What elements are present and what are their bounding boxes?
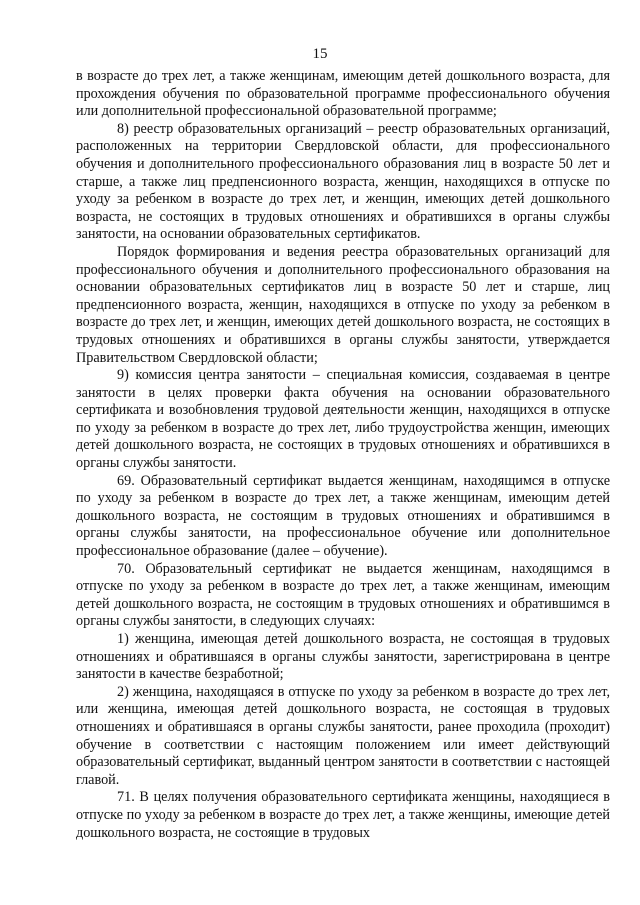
paragraph-item-9: 9) комиссия центра занятости – специальная комиссия, создаваемая в центре занятости в целях проверки факта обучения на основании образовательного сертификата и возобновления трудовой деятельности женщин, находящихся в отпуске по уходу за ребенком в возрасте до трех лет, либо трудоустройства женщин, имеющих детей дошкольного возраста, не состоящих в трудовых отношениях и обратившихся в органы службы занятости. — [76, 367, 610, 472]
paragraph-70: 70. Образовательный сертификат не выдается женщинам, находящимся в отпуске по уходу за ребенком в возрасте до трех лет, а также женщинам, имеющим детей дошкольного возраста, не состоящим в трудовых отношениях и обратившимся в органы службы занятости, в следующих случаях: — [76, 560, 610, 630]
paragraph-item-8: 8) реестр образовательных организаций – реестр образовательных организаций, расположенных на территории Свердловской области, для профессионального обучения и дополнительного профессионального образования лиц в возрасте 50 лет и старше, а также лиц предпенсионного возраста, женщин, находящихся в отпуске по уходу за ребенком в возрасте до трех лет, и женщин, имеющих детей дошкольного возраста, не состоящих в трудовых отношениях и обратившихся в органы службы занятости, на основании образовательных сертификатов. — [76, 120, 610, 243]
paragraph-69: 69. Образовательный сертификат выдается женщинам, находящимся в отпуске по уходу за ребенком в возрасте до трех лет, а также женщинам, имеющим детей дошкольного возраста, не состоящим в трудовых отношениях и обратившимся в органы службы занятости, на профессиональное обучение или дополнительное профессиональное образование (далее – обучение). — [76, 472, 610, 560]
page-number: 15 — [312, 46, 328, 62]
paragraph-70-case-2: 2) женщина, находящаяся в отпуске по уходу за ребенком в возрасте до трех лет, или женщина, имеющая детей дошкольного возраста, не состоящая в трудовых отношениях и обратившаяся в органы службы занятости, ранее проходила (проходит) обучение в соответствии с настоящим положением или имеет действующий образовательный сертификат, выданный центром занятости в соответствии с настоящей главой. — [76, 683, 610, 788]
paragraph-continuation: в возрасте до трех лет, а также женщинам, имеющим детей дошкольного возраста, для прохождения обучения по образовательной программе профессионального обучения или дополнительной профессиональной образовательной программе; — [76, 68, 610, 120]
paragraph-71: 71. В целях получения образовательного сертификата женщины, находящиеся в отпуске по уходу за ребенком в возрасте до трех лет, а также женщины, имеющие детей дошкольного возраста, не состоящие в трудовых — [76, 789, 610, 841]
paragraph-70-case-1: 1) женщина, имеющая детей дошкольного возраста, не состоящая в трудовых отношениях и обратившаяся в органы службы занятости, зарегистрирована в центре занятости в качестве безработной; — [76, 631, 610, 683]
paragraph-registry-procedure: Порядок формирования и ведения реестра образовательных организаций для профессионального обучения и дополнительного профессионального образования на основании образовательных сертификатов лиц в возрасте 50 лет и старше, лиц предпенсионного возраста, женщин, находящихся в отпуске по уходу за ребенком в возрасте до трех лет, и женщин, имеющих детей дошкольного возраста, не состоящих в трудовых отношениях и обратившихся в органы службы занятости, утверждается Правительством Свердловской области; — [76, 243, 610, 366]
document-body — [76, 68, 610, 842]
